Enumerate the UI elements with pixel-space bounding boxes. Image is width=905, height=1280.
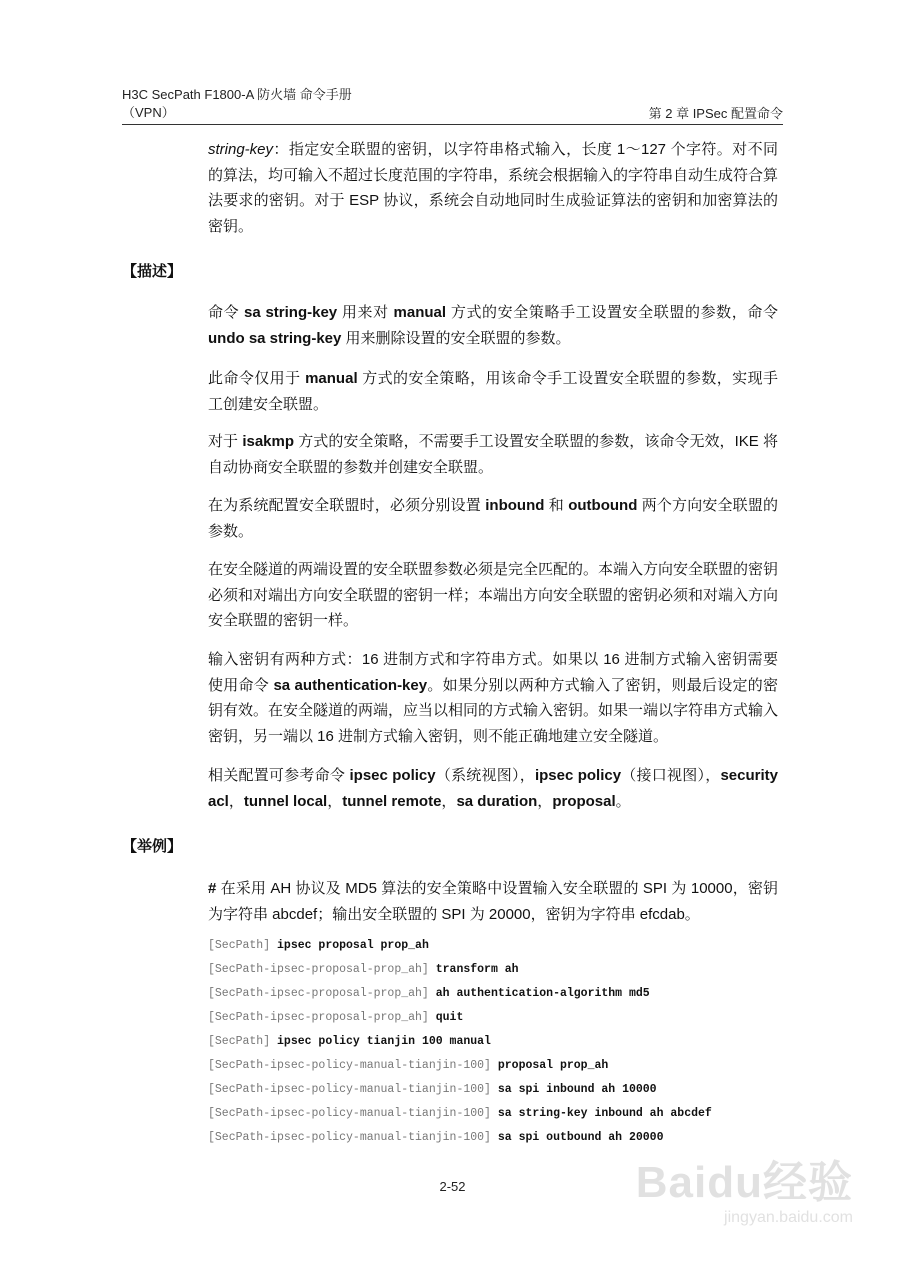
code-command: ah authentication-algorithm md5 xyxy=(435,987,650,1000)
cmd-keyword: manual xyxy=(393,304,447,321)
text: 和 xyxy=(544,497,569,514)
text: （接口视图）， xyxy=(621,767,721,784)
text: 方式的安全策略，用该命令手工设置安全联盟的参数，实现手工创建安全联盟。 xyxy=(208,370,779,413)
cmd-keyword: isakmp xyxy=(242,433,295,450)
text: 用来删除设置的安全联盟的参数。 xyxy=(341,329,571,347)
example-intro xyxy=(208,876,778,927)
text: ， xyxy=(228,792,244,810)
code-prompt: [SecPath-ipsec-policy-manual-tianjin-100] xyxy=(208,1131,498,1144)
text: ， xyxy=(441,792,457,810)
cmd-keyword: tunnel remote xyxy=(342,792,442,810)
text: 对于 xyxy=(208,433,243,450)
code-command: sa string-key inbound ah abcdef xyxy=(497,1107,712,1120)
code-command: transform ah xyxy=(435,963,519,976)
code-prompt: [SecPath] xyxy=(208,1035,278,1048)
code-line xyxy=(208,1054,712,1078)
code-line xyxy=(208,1006,712,1030)
header-line1: H3C SecPath F1800-A 防火墙 命令手册 xyxy=(122,87,352,102)
hash-mark: # xyxy=(208,880,217,897)
code-line xyxy=(208,1078,712,1102)
header-chapter: 第 2 章 IPSec 配置命令 xyxy=(648,106,783,121)
code-prompt: [SecPath-ipsec-policy-manual-tianjin-100] xyxy=(208,1107,498,1120)
code-line xyxy=(208,1102,712,1126)
text: 方式的安全策略，不需要手工设置安全联盟的参数，该命令无效，IKE 将自动协商安全联盟的参数并创建安全联盟。 xyxy=(208,433,778,476)
cmd-keyword: inbound xyxy=(485,497,545,514)
code-line xyxy=(208,934,712,958)
desc-p1 xyxy=(208,300,778,351)
cmd-keyword: ipsec policy xyxy=(349,767,436,784)
code-command: ipsec proposal prop_ah xyxy=(277,939,429,952)
code-block xyxy=(208,934,712,1150)
code-command: ipsec policy tianjin 100 manual xyxy=(277,1035,491,1048)
header-divider xyxy=(122,124,783,125)
desc-p4 xyxy=(208,493,778,544)
code-prompt: [SecPath-ipsec-policy-manual-tianjin-100] xyxy=(208,1083,498,1096)
section-heading-description: 【描述】 xyxy=(122,263,183,280)
desc-p5 xyxy=(208,557,778,634)
desc-p7 xyxy=(208,763,778,814)
cmd-keyword: outbound xyxy=(568,497,638,514)
code-prompt: [SecPath-ipsec-proposal-prop_ah] xyxy=(208,987,436,1000)
code-line xyxy=(208,958,712,982)
cmd-keyword: manual xyxy=(305,370,358,387)
text: 。 xyxy=(615,792,631,810)
param-block xyxy=(208,137,778,239)
text: 命令 xyxy=(208,304,244,321)
code-command: proposal prop_ah xyxy=(497,1059,609,1072)
code-prompt: [SecPath-ipsec-policy-manual-tianjin-100] xyxy=(208,1059,498,1072)
code-command: sa spi inbound ah 10000 xyxy=(497,1083,657,1096)
text: 在为系统配置安全联盟时，必须分别设置 xyxy=(208,497,486,514)
text: 。如果分别以两种方式输入了密钥，则最后设定的密钥有效。在安全隧道的两端，应当以相同的方式输入密钥。如果一端以字符串方式输入密钥，另一端以 16 进制方式输入密钥，则不能正确地建立安全隧道。 xyxy=(208,676,779,745)
code-line xyxy=(208,1030,712,1054)
desc-p6 xyxy=(208,647,778,749)
cmd-keyword: security acl xyxy=(208,767,778,810)
text: 在安全隧道的两端设置的安全联盟参数必须是完全匹配的。本端入方向安全联盟的密钥必须和对端出方向安全联盟的密钥一样；本端出方向安全联盟的密钥必须和对端入方向安全联盟的密钥一样。 xyxy=(208,561,779,629)
param-paragraph xyxy=(208,137,778,239)
text: 此命令仅用于 xyxy=(208,370,306,387)
header-line2: （VPN） xyxy=(122,105,175,120)
param-name: string-key xyxy=(208,141,274,158)
page-number: 2-52 xyxy=(439,1179,466,1194)
cmd-keyword: tunnel local xyxy=(243,792,328,810)
code-prompt: [SecPath-ipsec-proposal-prop_ah] xyxy=(208,1011,436,1024)
text: 输入密钥有两种方式：16 进制方式和字符串方式。如果以 16 进制方式输入密钥需要使用命令 xyxy=(208,651,778,694)
text: ， xyxy=(327,792,343,810)
text: 方式的安全策略手工设置安全联盟的参数，命令 xyxy=(446,304,779,321)
code-prompt: [SecPath] xyxy=(208,939,278,952)
section-heading-example: 【举例】 xyxy=(122,838,183,855)
cmd-keyword: sa authentication-key xyxy=(273,676,428,694)
text: 用来对 xyxy=(337,304,394,321)
text: 两个方向安全联盟的参数。 xyxy=(208,497,778,540)
cmd-keyword: proposal xyxy=(552,792,616,810)
cmd-keyword: sa duration xyxy=(456,792,538,810)
desc-p2 xyxy=(208,366,778,417)
desc-p3 xyxy=(208,429,778,480)
code-command: sa spi outbound ah 20000 xyxy=(497,1131,664,1144)
param-text: ：指定安全联盟的密钥，以字符串格式输入，长度 1～127 个字符。对不同的算法，均可输入不超过长度范围的字符串，系统会根据输入的字符串自动生成符合算法要求的密钥。对于 ESP 协议，系统会自动地同时生成验证算法的密钥和加密算法的密钥。 xyxy=(208,141,779,235)
text: ， xyxy=(537,792,553,810)
text: （系统视图）， xyxy=(435,767,535,784)
baidu-watermark xyxy=(636,1158,853,1228)
watermark-url: jingyan.baidu.com xyxy=(724,1209,853,1226)
code-prompt: [SecPath-ipsec-proposal-prop_ah] xyxy=(208,963,436,976)
code-command: quit xyxy=(435,1011,464,1024)
cmd-keyword: sa string-key xyxy=(244,304,338,321)
code-line xyxy=(208,1126,712,1150)
header-title xyxy=(122,86,352,122)
baidu-logo: Baidu经验 xyxy=(635,1158,853,1207)
cmd-keyword: ipsec policy xyxy=(534,767,622,784)
text: 在采用 AH 协议及 MD5 算法的安全策略中设置输入安全联盟的 SPI 为 10000，密钥为字符串 abcdef；输出安全联盟的 SPI 为 20000，密钥为字符串 efcdab。 xyxy=(208,880,778,923)
cmd-keyword: undo sa string-key xyxy=(208,329,342,347)
text: 相关配置可参考命令 xyxy=(208,767,350,784)
code-line xyxy=(208,982,712,1006)
